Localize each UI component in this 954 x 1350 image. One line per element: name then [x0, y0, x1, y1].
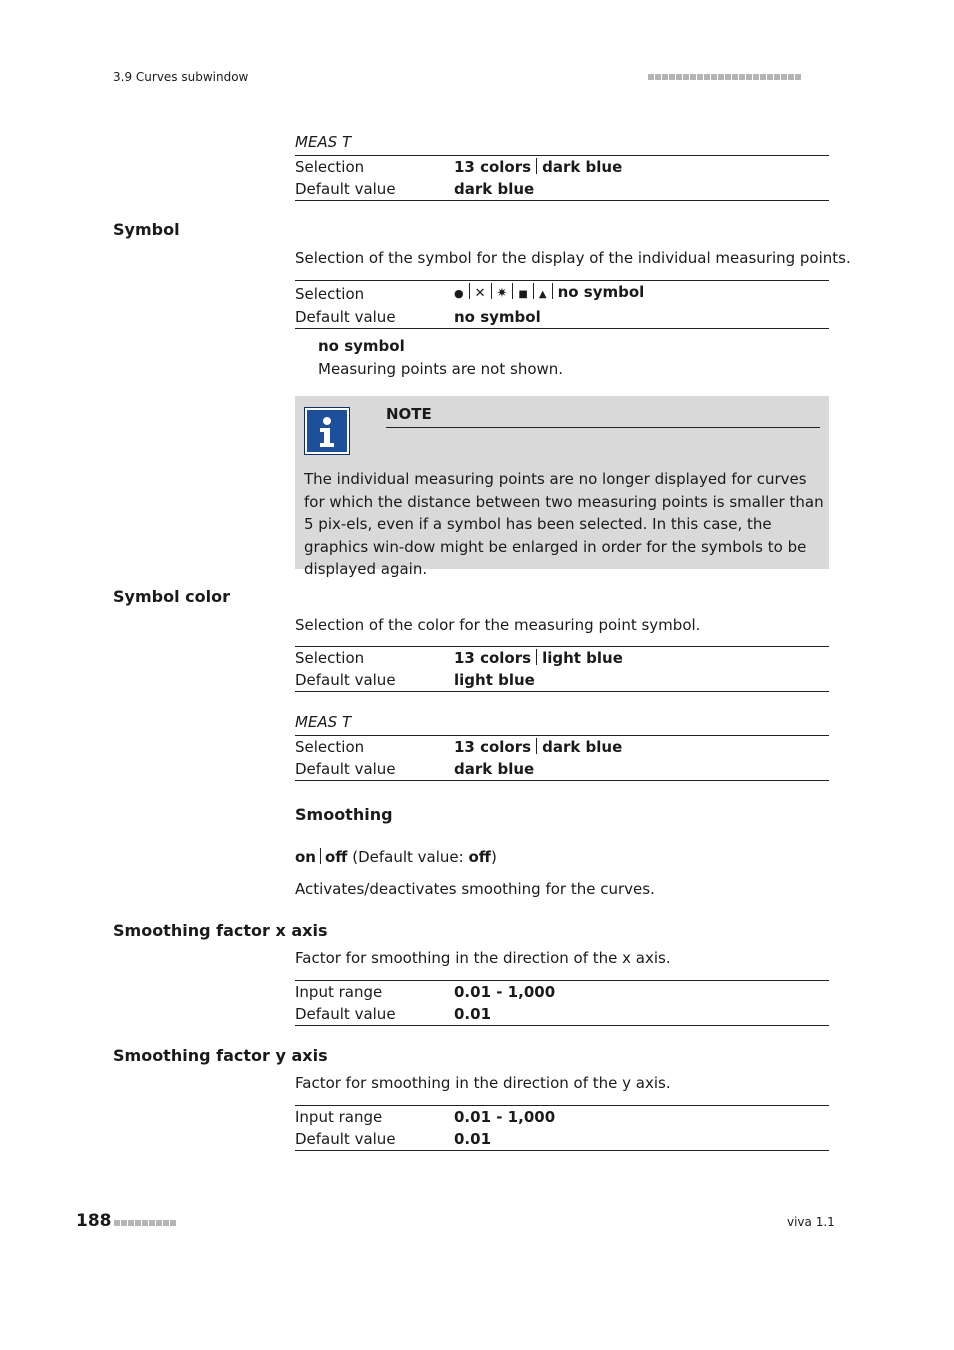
no-symbol-option-title: no symbol — [318, 337, 405, 355]
row-value: 0.01 - 1,000 — [454, 1108, 556, 1126]
row-key: Selection — [295, 738, 365, 756]
row-value: dark blue — [454, 760, 535, 778]
table-row — [295, 281, 829, 307]
row-value — [454, 736, 829, 759]
square-symbol-icon: ■ — [518, 289, 528, 300]
default-suffix: ) — [490, 848, 497, 866]
note-text: The individual measuring points are no longer displayed for curves for which the distance between two measuring points is smaller than 5 pix-els, even if a symbol has been selected. In this case, the graphics win-dow might be enlarged in order for the symbols to be displayed again. — [304, 470, 824, 578]
smoothing-x-heading: Smoothing factor x axis — [113, 921, 328, 940]
table-row — [295, 669, 829, 692]
star-symbol-icon: ✷ — [496, 286, 508, 301]
selection-value: 13 colors — [454, 158, 532, 176]
note-title: NOTE — [386, 405, 432, 423]
table-row — [295, 1106, 829, 1129]
table-row — [295, 306, 829, 329]
row-value: 0.01 - 1,000 — [454, 983, 556, 1001]
header-section-title: 3.9 Curves subwindow — [113, 70, 249, 84]
cross-symbol-icon: ✕ — [474, 286, 486, 301]
selection-value: no symbol — [557, 283, 645, 301]
selection-value: dark blue — [542, 158, 623, 176]
row-key: Input range — [295, 1108, 383, 1126]
row-value — [454, 156, 829, 179]
footer-decoration — [114, 1217, 177, 1227]
note-box — [295, 396, 829, 578]
option-on: on — [295, 848, 316, 866]
footer-product: viva 1.1 — [787, 1215, 835, 1229]
smoothing-heading: Smoothing — [295, 805, 393, 824]
option-off: off — [324, 848, 348, 866]
table-row — [295, 178, 829, 201]
table-row — [295, 647, 829, 670]
symbol-table — [295, 280, 829, 329]
triangle-symbol-icon: ▲ — [538, 289, 547, 300]
selection-value: 13 colors — [454, 649, 532, 667]
symbol-heading: Symbol — [113, 220, 180, 239]
row-value: 0.01 — [454, 1005, 492, 1023]
default-value: off — [468, 848, 491, 866]
symbol-color-heading: Symbol color — [113, 587, 230, 606]
smoothing-options — [295, 848, 497, 866]
smoothing-y-table — [295, 1105, 829, 1151]
default-prefix: (Default value: — [352, 848, 469, 866]
row-key: Default value — [295, 1005, 396, 1023]
selection-value: 13 colors — [454, 738, 532, 756]
row-key: Selection — [295, 158, 365, 176]
dot-symbol-icon: ● — [454, 287, 464, 300]
row-value: dark blue — [454, 180, 535, 198]
row-value: light blue — [454, 671, 535, 689]
symbol-color-table — [295, 646, 829, 692]
row-key: Default value — [295, 1130, 396, 1148]
symbol-color-description: Selection of the color for the measuring point symbol. — [295, 616, 701, 634]
meas-t-caption: MEAS T — [295, 133, 352, 151]
smoothing-description: Activates/deactivates smoothing for the curves. — [295, 880, 655, 898]
smoothing-x-description: Factor for smoothing in the direction of the x axis. — [295, 949, 671, 967]
row-value — [454, 647, 829, 670]
table-row — [295, 1128, 829, 1151]
meas-t-table — [295, 735, 829, 781]
selection-value: dark blue — [542, 738, 623, 756]
header-decoration — [648, 71, 802, 81]
smoothing-y-description: Factor for smoothing in the direction of the y axis. — [295, 1074, 671, 1092]
table-row — [295, 758, 829, 781]
no-symbol-option-text: Measuring points are not shown. — [318, 360, 564, 378]
row-key: Selection — [295, 284, 365, 303]
smoothing-x-table — [295, 980, 829, 1026]
row-key: Selection — [295, 649, 365, 667]
meas-t-table — [295, 155, 829, 201]
table-row — [295, 1003, 829, 1026]
table-row — [295, 736, 829, 759]
table-row — [295, 156, 829, 179]
selection-value: light blue — [542, 649, 623, 667]
row-value — [454, 281, 829, 307]
info-icon — [304, 407, 350, 455]
table-row — [295, 981, 829, 1004]
row-value: no symbol — [454, 308, 541, 326]
meas-t-caption: MEAS T — [295, 713, 352, 731]
row-key: Input range — [295, 983, 383, 1001]
note-divider — [386, 427, 820, 428]
row-key: Default value — [295, 180, 396, 198]
page-number: 188 — [76, 1211, 112, 1231]
symbol-description: Selection of the symbol for the display of the individual measuring points. — [295, 249, 851, 267]
smoothing-y-heading: Smoothing factor y axis — [113, 1046, 328, 1065]
row-key: Default value — [295, 760, 396, 778]
row-key: Default value — [295, 671, 396, 689]
row-value: 0.01 — [454, 1130, 492, 1148]
row-key: Default value — [295, 308, 396, 326]
